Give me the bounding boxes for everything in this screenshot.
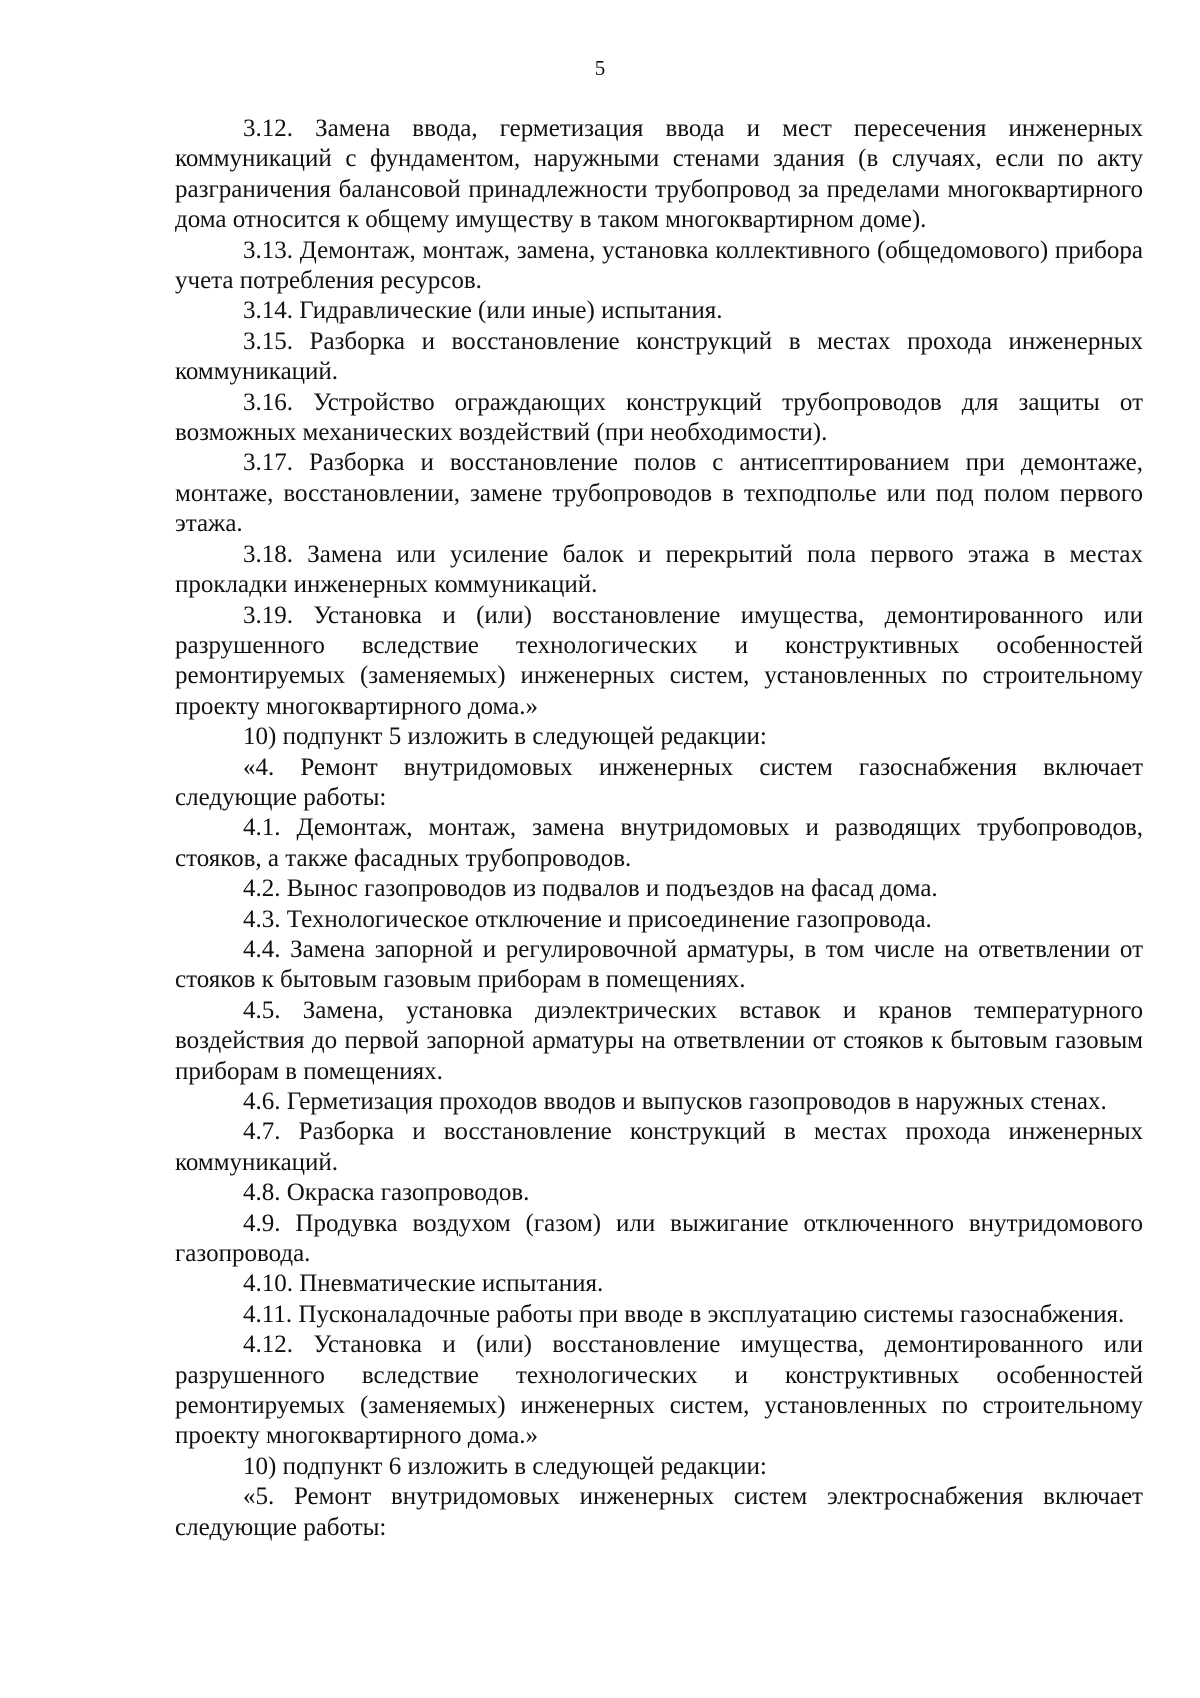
paragraph-4-4: 4.4. Замена запорной и регулировочной арматуры, в том числе на ответвлении от стояков к бытовым газовым приборам в помещениях. <box>175 935 1143 994</box>
paragraph-3-15: 3.15. Разборка и восстановление конструкций в местах прохода инженерных коммуникаций. <box>175 327 1143 386</box>
paragraph-4-5: 4.5. Замена, установка диэлектрических вставок и кранов температурного воздействия до первой запорной арматуры на ответвлении от стояков к бытовым газовым приборам в помещениях. <box>175 996 1143 1085</box>
document-body <box>175 114 1143 1543</box>
paragraph-4-6: 4.6. Герметизация проходов вводов и выпусков газопроводов в наружных стенах. <box>243 1088 1107 1115</box>
paragraph-3-14: 3.14. Гидравлические (или иные) испытания. <box>243 297 723 325</box>
paragraph-4-12: 4.12. Установка и (или) восстановление имущества, демонтированного или разрушенного вследствие технологических и конструктивных особенностей ремонтируемых (заменяемых) инженерных систем, установленных по строительному проекту многоквартирного дома.» <box>175 1331 1143 1450</box>
paragraph-amendment-6: 10) подпункт 6 изложить в следующей редакции: <box>243 1452 767 1480</box>
paragraph-4-1: 4.1. Демонтаж, монтаж, замена внутридомовых и разводящих трубопроводов, стояков, а также фасадных трубопроводов. <box>175 814 1143 872</box>
paragraph-4-11: 4.11. Пусконаладочные работы при вводе в эксплуатацию системы газоснабжения. <box>243 1300 1125 1328</box>
paragraph-3-19: 3.19. Установка и (или) восстановление имущества, демонтированного или разрушенного вследствие технологических и конструктивных особенностей ремонтируемых (заменяемых) инженерных систем, установленных по строительному проекту многоквартирного дома.» <box>175 601 1143 720</box>
paragraph-4-heading: «4. Ремонт внутридомовых инженерных систем газоснабжения включает следующие работы: <box>175 753 1143 811</box>
paragraph-3-16: 3.16. Устройство ограждающих конструкций трубопроводов для защиты от возможных механических воздействий (при необходимости). <box>175 388 1143 447</box>
paragraph-4-2: 4.2. Вынос газопроводов из подвалов и подъездов на фасад дома. <box>243 875 938 903</box>
paragraph-amendment-5: 10) подпункт 5 изложить в следующей редакции: <box>243 723 767 751</box>
page-number: 5 <box>594 56 606 80</box>
paragraph-4-9: 4.9. Продувка воздухом (газом) или выжигание отключенного внутридомового газопровода. <box>175 1209 1143 1268</box>
paragraph-3-18: 3.18. Замена или усиление балок и перекрытий пола первого этажа в местах прокладки инженерных коммуникаций. <box>175 540 1143 599</box>
paragraph-5-heading: «5. Ремонт внутридомовых инженерных систем электроснабжения включает следующие работы: <box>175 1483 1143 1541</box>
paragraph-4-3: 4.3. Технологическое отключение и присоединение газопровода. <box>243 905 932 933</box>
paragraph-3-17: 3.17. Разборка и восстановление полов с антисептированием при демонтаже, монтаже, восстановлении, замене трубопроводов в техподполье или под полом первого этажа. <box>175 449 1143 538</box>
paragraph-4-7: 4.7. Разборка и восстановление конструкций в местах прохода инженерных коммуникаций. <box>175 1118 1143 1176</box>
paragraph-3-12: 3.12. Замена ввода, герметизация ввода и мест пересечения инженерных коммуникаций с фундаментом, наружными стенами здания (в случаях, если по акту разграничения балансовой принадлежности трубопровод за пределами многоквартирного дома относится к общему имуществу в таком многоквартирном доме). <box>175 115 1143 234</box>
paragraph-3-13: 3.13. Демонтаж, монтаж, замена, установка коллективного (общедомового) прибора учета потребления ресурсов. <box>175 236 1143 295</box>
paragraph-4-8: 4.8. Окраска газопроводов. <box>243 1179 530 1207</box>
paragraph-4-10: 4.10. Пневматические испытания. <box>243 1270 604 1298</box>
